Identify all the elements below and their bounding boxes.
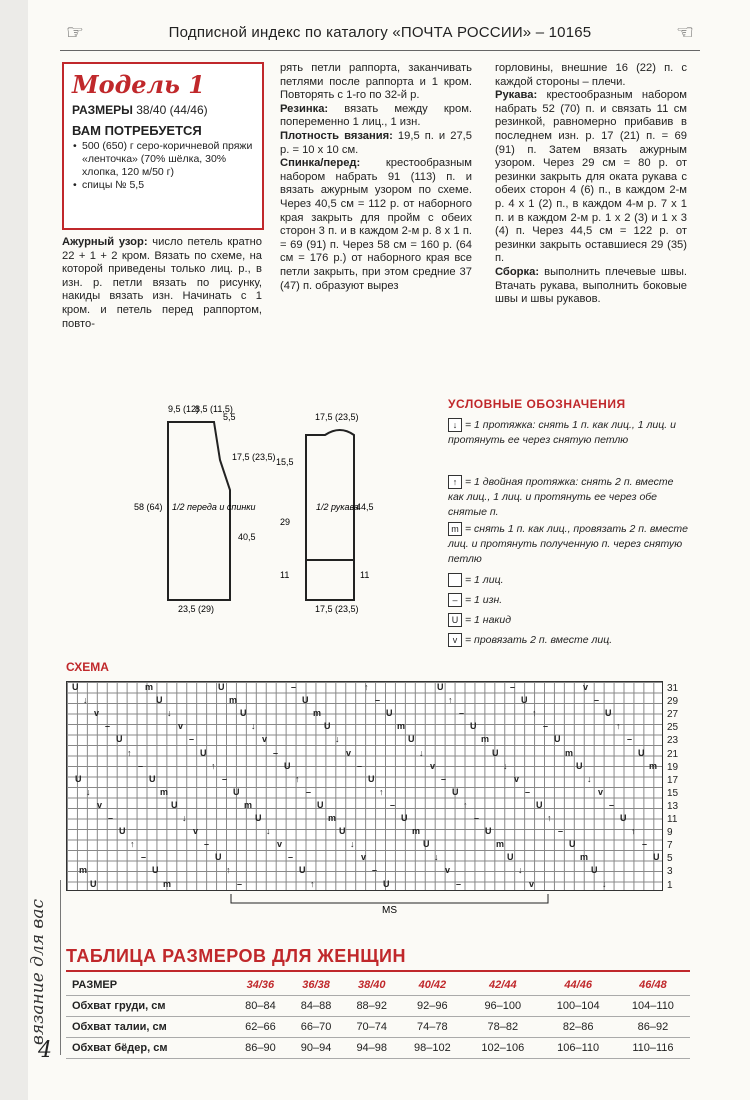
chart-symbol: m [79,865,88,876]
chart-symbol: ↑ [532,708,537,719]
chart-symbol: U [368,773,375,784]
chart-row-number: 25 [667,722,679,734]
chart-symbol: – [306,786,312,797]
chart-symbol: ↑ [547,813,552,823]
chart-symbol: – [189,734,195,745]
chart-symbol: U [299,865,306,876]
chart-symbol: U [437,682,444,692]
chart-symbol: U [152,865,159,876]
chart-symbol: ↓ [86,786,91,797]
chart-symbol: U [116,734,123,745]
chart-symbol: U [470,721,477,732]
text-column-2: рять петли раппорта, заканчивать петлями после раппорта и 1 кром. Повторять с 1-го по 32-й р. Резинка: вязать между кром. попеременно 1 лиц., 1 изн. Плотность вязания: 19,5 п. и 27,5 р. = 10 х 10 см. Спинка/перед: крестообразным набором набрать 91 (113) п. и вязать ажурным узором по схеме. Через 40,5 см = 112 р. от наборного края закрыть для пройм с обеих сторон 3 п. и в каждом 2-м р. 8 х 1 п. = 69 (91) п. Через 58 см = 160 р. (64 см = 176 р.) от наборного края все петли закрыть, при этом средние 37 (47) п. образуют вырез [280,62,472,292]
chart-symbol: U [156,695,163,706]
dim-55: 5,5 [223,412,236,422]
chart-symbol: U [284,760,291,771]
chart-symbol: U [72,682,79,692]
chart-symbol: U [317,799,324,810]
chart-symbol: U [200,747,207,758]
repeat-bracket [230,893,550,915]
repeat-label: MS [382,905,397,915]
chart-symbol: m [160,786,169,797]
chart-symbol: ↑ [127,747,132,758]
chart-symbol: U [383,878,390,889]
arrow-up-icon: ↑ [448,475,462,489]
chart-symbol: v [529,878,535,889]
front-back-label: 1/2 переда и спинки [172,502,256,512]
chart-symbol: ↑ [295,773,300,784]
chart-symbol: v [178,721,184,732]
chart-row-number: 9 [667,827,673,839]
chart-symbol: ↑ [616,721,621,732]
chart-symbol: – [642,839,648,850]
chart-symbol: ↓ [503,760,508,771]
chart-symbol: ↓ [266,826,271,837]
chart-symbol: U [605,708,612,719]
chart-symbol: U [452,786,459,797]
sizes-table-title: ТАБЛИЦА РАЗМЕРОВ ДЛЯ ЖЕНЩИН [66,946,406,966]
chart-row-number: 5 [667,853,673,865]
chart-symbol: ↑ [379,786,384,797]
chart-symbol: U [171,799,178,810]
chart-symbol: ↑ [364,682,369,692]
chart-symbol: – [558,826,564,837]
chart-symbol: m [313,708,322,719]
chart-row-number: 29 [667,696,679,708]
magazine-title-vertical: вязание для вас [28,899,48,1045]
chart-symbol: v [598,786,604,797]
chart-symbol: U [485,826,492,837]
chart-symbol: – [105,721,111,732]
dim-sleeve-bottom: 17,5 (23,5) [315,604,359,614]
legend-item: U = 1 накид [448,613,688,628]
model-title: Модель 1 [72,70,205,99]
dim-sleeve-length: 44,5 [356,502,374,512]
requirements-heading: ВАМ ПОТРЕБУЕТСЯ [72,123,202,138]
sleeve-outline [306,430,354,600]
chart-symbol: m [328,813,337,823]
chart-symbol: ↑ [226,865,231,876]
chart-symbol: v [277,839,283,850]
requirements-list [72,140,254,192]
chart-symbol: m [229,695,238,706]
dim-sleeve-mid: 29 [280,517,291,527]
chart-symbol: – [138,760,144,771]
chart-symbol: U [536,799,543,810]
chart-symbol: – [141,852,147,863]
dim-sleeve-top: 17,5 (23,5) [315,412,359,422]
chart-symbol: U [620,813,627,823]
pattern-diagram [120,400,420,615]
chart-symbol: ↓ [518,865,523,876]
chart-symbol: v [346,747,352,758]
chart-symbol: m [145,682,154,692]
chart-symbol: U [401,813,408,823]
chart-row-number: 19 [667,761,679,773]
page-number: 4 [38,1038,52,1063]
m-symbol-icon: m [448,522,462,536]
chart-symbol: U [576,760,583,771]
chart-symbol: ↓ [335,734,340,745]
chart-symbol: m [397,721,406,732]
chart-symbol: v [262,734,268,745]
sleeve-label: 1/2 рукава [316,502,359,512]
chart-symbol: U [324,721,331,732]
chart-symbol: U [90,878,97,889]
dim-sleeve-cap: 15,5 [276,457,294,467]
model-sizes: РАЗМЕРЫ 38/40 (44/46) [72,103,208,117]
chart-symbol: – [372,865,378,876]
chart-symbol: ↑ [310,878,315,889]
chart-symbol: v [361,852,367,863]
chart-symbol: m [244,799,253,810]
chart-symbol: U [591,865,598,876]
chart-row-number: 21 [667,748,679,760]
chart-symbol: – [357,760,363,771]
chart-symbol: v [514,773,520,784]
chart-symbol: – [459,708,465,719]
chart-symbol: U [492,747,499,758]
chart-symbol: ↑ [463,799,468,810]
chart-symbol: – [390,799,396,810]
chart-symbol: ↓ [602,878,607,889]
chart-symbol: – [273,747,279,758]
chart-symbol: v [94,708,100,719]
chart-symbol: U [507,852,514,863]
purl-symbol-icon: – [448,593,462,607]
dim-width: 23,5 (29) [178,604,215,614]
chart-symbol: U [408,734,415,745]
chart-symbol: – [288,852,294,863]
chart-symbol: m [565,747,574,758]
chart-symbol: – [627,734,633,745]
dim-armhole: 17,5 (23,5) [232,452,276,462]
text-column-1: Ажурный узор: число петель кратно 22 + 1 + 2 кром. Вязать по схеме, на которой приведены только лиц. р., в изн. р. петли вязать по рисунку, накиды вязать изн. Начинать с 1 кром. и петель перед раппортом, повто- [62,236,263,330]
dim-sleeve-cuff-2: 11 [360,570,370,580]
chart-symbol: U [302,695,309,706]
dim-sleeve-cuff: 11 [280,570,290,580]
arrow-down-icon: ↓ [448,418,462,432]
chart-symbol: – [543,721,549,732]
chart-symbol: v [193,826,199,837]
chart-symbol: ↑ [211,760,216,771]
chart-symbol: ↓ [182,813,187,823]
chart-row-number: 17 [667,774,679,786]
dim-height: 58 (64) [134,502,163,512]
legend-item: ↑ = 1 двойная протяжка: снять 2 п. вместе как лиц., 1 лиц. и протянуть ее через обе снятые п. [448,476,674,518]
schema-title: СХЕМА [66,660,109,674]
chart-symbol: U [75,773,82,784]
chart-symbol: m [163,878,172,889]
chart-symbol: U [423,839,430,850]
legend-item: v = провязать 2 п. вместе лиц. [448,633,688,648]
chart-symbol: – [474,813,480,823]
chart-symbol: m [649,760,658,771]
chart-symbol: – [441,773,447,784]
chart-symbol: – [456,878,462,889]
chart-symbol: v [430,760,436,771]
chart-symbol: U [119,826,126,837]
chart-row-number: 13 [667,800,679,812]
chart-symbol: – [291,682,297,692]
chart-symbol: – [375,695,381,706]
chart-symbol: m [496,839,505,850]
chart-symbol: U [215,852,222,863]
chart-symbol: U [653,852,660,863]
k2tog-icon: v [448,633,462,647]
chart-symbol: U [149,773,156,784]
requirement-item: • спицы № 5,5 [82,179,254,192]
chart-symbol: – [594,695,600,706]
chart-symbol: U [569,839,576,850]
chart-row-number: 7 [667,840,673,852]
chart-row-number: 15 [667,787,679,799]
chart-symbol: U [240,708,247,719]
chart-symbol: – [237,878,243,889]
legend-item: m = снять 1 п. как лиц., провязать 2 п. вместе лиц. и протянуть полученную п. через снятую петлю [448,523,688,565]
chart-symbol: ↓ [83,695,88,706]
chart-symbol: ↓ [350,839,355,850]
chart-symbol: m [481,734,490,745]
chart-symbol: – [108,813,114,823]
table-row: Обхват талии, см 62–66 66–70 70–74 74–78 78–82 82–86 86–92 [66,1017,690,1038]
knit-symbol-icon [448,573,462,587]
chart-symbol: ↑ [448,695,453,706]
chart-symbol: ↓ [251,721,256,732]
chart-symbol: v [97,799,103,810]
chart-symbol: – [204,839,210,850]
dim-neck: 9,5 (12) [168,404,200,414]
chart-symbol: – [525,786,531,797]
chart-symbol: U [339,826,346,837]
chart-symbol: U [218,682,225,692]
chart-row-number: 31 [667,683,679,694]
pointing-hand-left-icon: ☜ [676,21,694,44]
chart-row-number: 23 [667,735,679,747]
chart-symbol: – [609,799,615,810]
yarn-over-icon: U [448,613,462,627]
text-column-3: горловины, внешние 16 (22) п. с каждой стороны – плечи. Рукава: крестообразным набором набрать 52 (70) п. и связать 11 см резинкой, равномерно прибавив в последнем изн. р. 17 (21) п. = 69 (91) п. Затем вязать ажурным узором. Через 29 см = 80 р. от резинки закрыть для оката рукава с обеих сторон 4 (6) п., в каждом 2-м р. 4 х 1 (2) п., в каждом 4-м р. 7 х 1 п. и в каждом 2-м р. 1 х 2 (3) и 1 х 3 (4) п. Через 44,5 см = 122 р. от резинки закрыть оставшиеся 29 (35) п. Сборка: выполнить плечевые швы. Втачать рукава, выполнить боковые швы и швы рукавов. [495,62,688,306]
chart-symbol: ↓ [167,708,172,719]
chart-symbol: U [554,734,561,745]
chart-symbol: U [233,786,240,797]
chart-symbol: U [255,813,262,823]
chart-symbol: v [583,682,589,692]
divider [60,880,61,1055]
chart-row-number: 27 [667,709,679,721]
chart-row-number: 1 [667,879,673,891]
dim-shoulder: 8,5 (11,5) [195,404,233,414]
title-rule [66,970,690,972]
legend-item: – = 1 изн. [448,593,688,608]
chart-symbol: – [510,682,516,692]
model-box [62,62,264,230]
side-strip [0,0,28,1100]
sizes-table [66,975,690,1059]
chart-symbol: ↓ [419,747,424,758]
header [60,14,700,51]
legend-item: = 1 лиц. [448,573,688,588]
chart-row-number: 3 [667,866,673,878]
chart-symbol: m [580,852,589,863]
requirement-item: • 500 (650) г серо-коричневой пряжи «ленточка» (70% шёлка, 30% хлопка, 120 м/50 г) [82,140,254,179]
chart-row-number: 11 [667,814,678,825]
chart-symbol: – [222,773,228,784]
chart-symbol: v [445,865,451,876]
subscription-index: Подписной индекс по каталогу «ПОЧТА РОССИИ» – 10165 [168,23,592,41]
table-header-row: РАЗМЕР 34/36 36/38 38/40 40/42 42/44 44/46 46/48 [66,975,690,996]
chart-symbol: m [412,826,421,837]
chart-symbol: U [386,708,393,719]
table-row: Обхват груди, см 80–84 84–88 88–92 92–96 96–100 100–104 104–110 [66,996,690,1017]
legend-title: УСЛОВНЫЕ ОБОЗНАЧЕНИЯ [448,397,626,411]
chart-symbol: ↓ [587,773,592,784]
chart-symbol: ↑ [130,839,135,850]
pointing-hand-icon: ☞ [66,21,84,44]
chart-symbol: U [521,695,528,706]
chart-symbol: ↑ [631,826,636,837]
dim-body: 40,5 [238,532,256,542]
table-row: Обхват бёдер, см 86–90 90–94 94–98 98–102 102–106 106–110 110–116 [66,1038,690,1059]
chart-symbol: U [638,747,645,758]
legend-item: ↓ = 1 протяжка: снять 1 п. как лиц., 1 лиц. и протянуть ее через снятую петлю [448,419,676,446]
chart-symbol: ↓ [434,852,439,863]
